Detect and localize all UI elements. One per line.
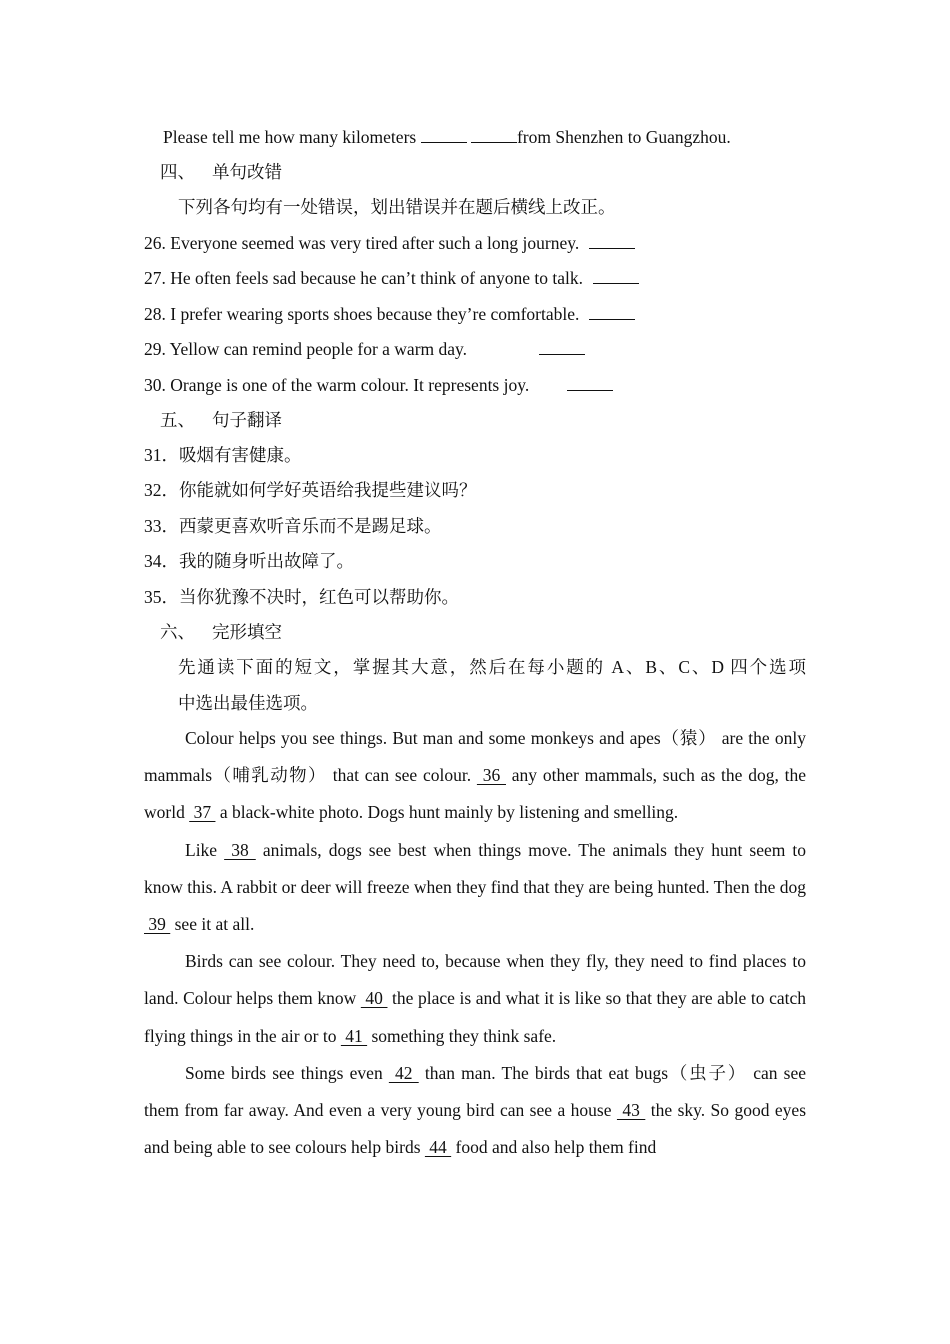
section-number: 五、 xyxy=(160,410,195,430)
cloze-blank-36[interactable]: 36 xyxy=(476,765,506,786)
cloze-blank-37[interactable]: 37 xyxy=(189,802,216,823)
answer-blank[interactable] xyxy=(471,128,517,143)
answer-blank[interactable] xyxy=(589,305,635,320)
question-29 xyxy=(144,338,585,360)
section-5-heading xyxy=(160,409,282,431)
passage-paragraph-4 xyxy=(144,1055,806,1167)
question-32: 32．你能就如何学好英语给我提些建议吗？ xyxy=(144,480,477,500)
instruction-line: 先通读下面的短文，掌握其大意，然后在每小题的 A、B、C、D 四个选项 xyxy=(178,657,806,677)
question-33: 33．西蒙更喜欢听音乐而不是踢足球。 xyxy=(144,516,442,536)
cloze-blank-41[interactable]: 41 xyxy=(340,1025,368,1046)
passage-text: see it at all. xyxy=(170,914,255,935)
passage-text: Like xyxy=(185,839,225,860)
question-28 xyxy=(144,303,635,325)
answer-blank[interactable] xyxy=(539,340,585,355)
section-6-instruction xyxy=(178,656,806,678)
cloze-blank-39[interactable]: 39 xyxy=(144,914,171,935)
passage-text: any other mammals, such as the dog, the world xyxy=(144,765,807,823)
cloze-blank-44[interactable]: 44 xyxy=(424,1137,452,1158)
question-text: 28. I prefer wearing sports shoes because they’re comfortable. xyxy=(144,304,580,324)
question-text: 26. Everyone seemed was very tired after such a long journey. xyxy=(144,233,580,253)
section-4-heading xyxy=(160,161,282,183)
question-26 xyxy=(144,232,635,254)
question-text: 30. Orange is one of the warm colour. It represents joy. xyxy=(144,375,530,395)
passage-text: food and also help them find xyxy=(451,1137,657,1158)
question-27 xyxy=(144,267,639,289)
sentence-end: from Shenzhen to Guangzhou. xyxy=(516,127,731,147)
passage-text: the sky. So good eyes and being able to see colours help birds xyxy=(144,1100,806,1158)
section-6-heading xyxy=(160,621,282,643)
passage-text: something they think safe. xyxy=(367,1025,557,1046)
passage-text: animals, dogs see best when things move. The animals they hunt seem to know this. A rabbit or deer will freeze when they find that they are being hunted. Then the dog xyxy=(144,839,807,897)
passage-text: a black-white photo. Dogs hunt mainly by listening and smelling. xyxy=(215,802,679,823)
cloze-blank-40[interactable]: 40 xyxy=(360,988,388,1009)
cloze-blank-43[interactable]: 43 xyxy=(616,1100,646,1121)
passage-paragraph-3 xyxy=(144,943,806,1055)
passage-text: than man. The birds that eat bugs（虫子） can see them from far away. And even a very young bird can see a house xyxy=(144,1062,807,1121)
cloze-passage xyxy=(144,720,806,1166)
question-31: 31．吸烟有害健康。 xyxy=(144,445,302,465)
cloze-blank-38[interactable]: 38 xyxy=(224,839,256,860)
question-30 xyxy=(144,374,613,396)
answer-blank[interactable] xyxy=(593,269,639,284)
section-number: 四、 xyxy=(160,162,195,182)
passage-text: the place is and what it is like so that they are able to catch flying things in the air or to xyxy=(144,988,807,1046)
question-text: 29. Yellow can remind people for a warm day. xyxy=(144,339,468,359)
question-34: 34．我的随身听出故障了。 xyxy=(144,551,354,571)
question-text: 27. He often feels sad because he can’t think of anyone to talk. xyxy=(144,268,583,288)
answer-blank[interactable] xyxy=(421,128,467,143)
section-6-instruction-cont: 中选出最佳选项。 xyxy=(178,693,318,713)
section-title: 完形填空 xyxy=(212,622,282,642)
answer-blank[interactable] xyxy=(589,234,635,249)
question-35: 35．当你犹豫不决时，红色可以帮助你。 xyxy=(144,587,459,607)
section-number: 六、 xyxy=(160,622,195,642)
section-title: 单句改错 xyxy=(212,162,282,182)
cloze-blank-42[interactable]: 42 xyxy=(388,1062,419,1083)
section-title: 句子翻译 xyxy=(212,410,282,430)
answer-blank[interactable] xyxy=(567,376,613,391)
fill-in-sentence xyxy=(163,126,731,148)
passage-paragraph-2 xyxy=(144,832,806,944)
sentence-start: Please tell me how many kilometers xyxy=(163,127,421,147)
passage-text: Birds can see colour. They need to, because when they fly, they need to find places to land. Colour helps them know xyxy=(144,951,806,1009)
passage-text: Colour helps you see things. But man and some monkeys and apes（猿） are the only mammals（哺乳动物） that can see colour. xyxy=(144,728,806,786)
section-4-instruction: 下列各句均有一处错误，划出错误并在题后横线上改正。 xyxy=(178,197,616,217)
passage-paragraph-1 xyxy=(144,720,806,832)
passage-text: Some birds see things even xyxy=(185,1062,389,1083)
